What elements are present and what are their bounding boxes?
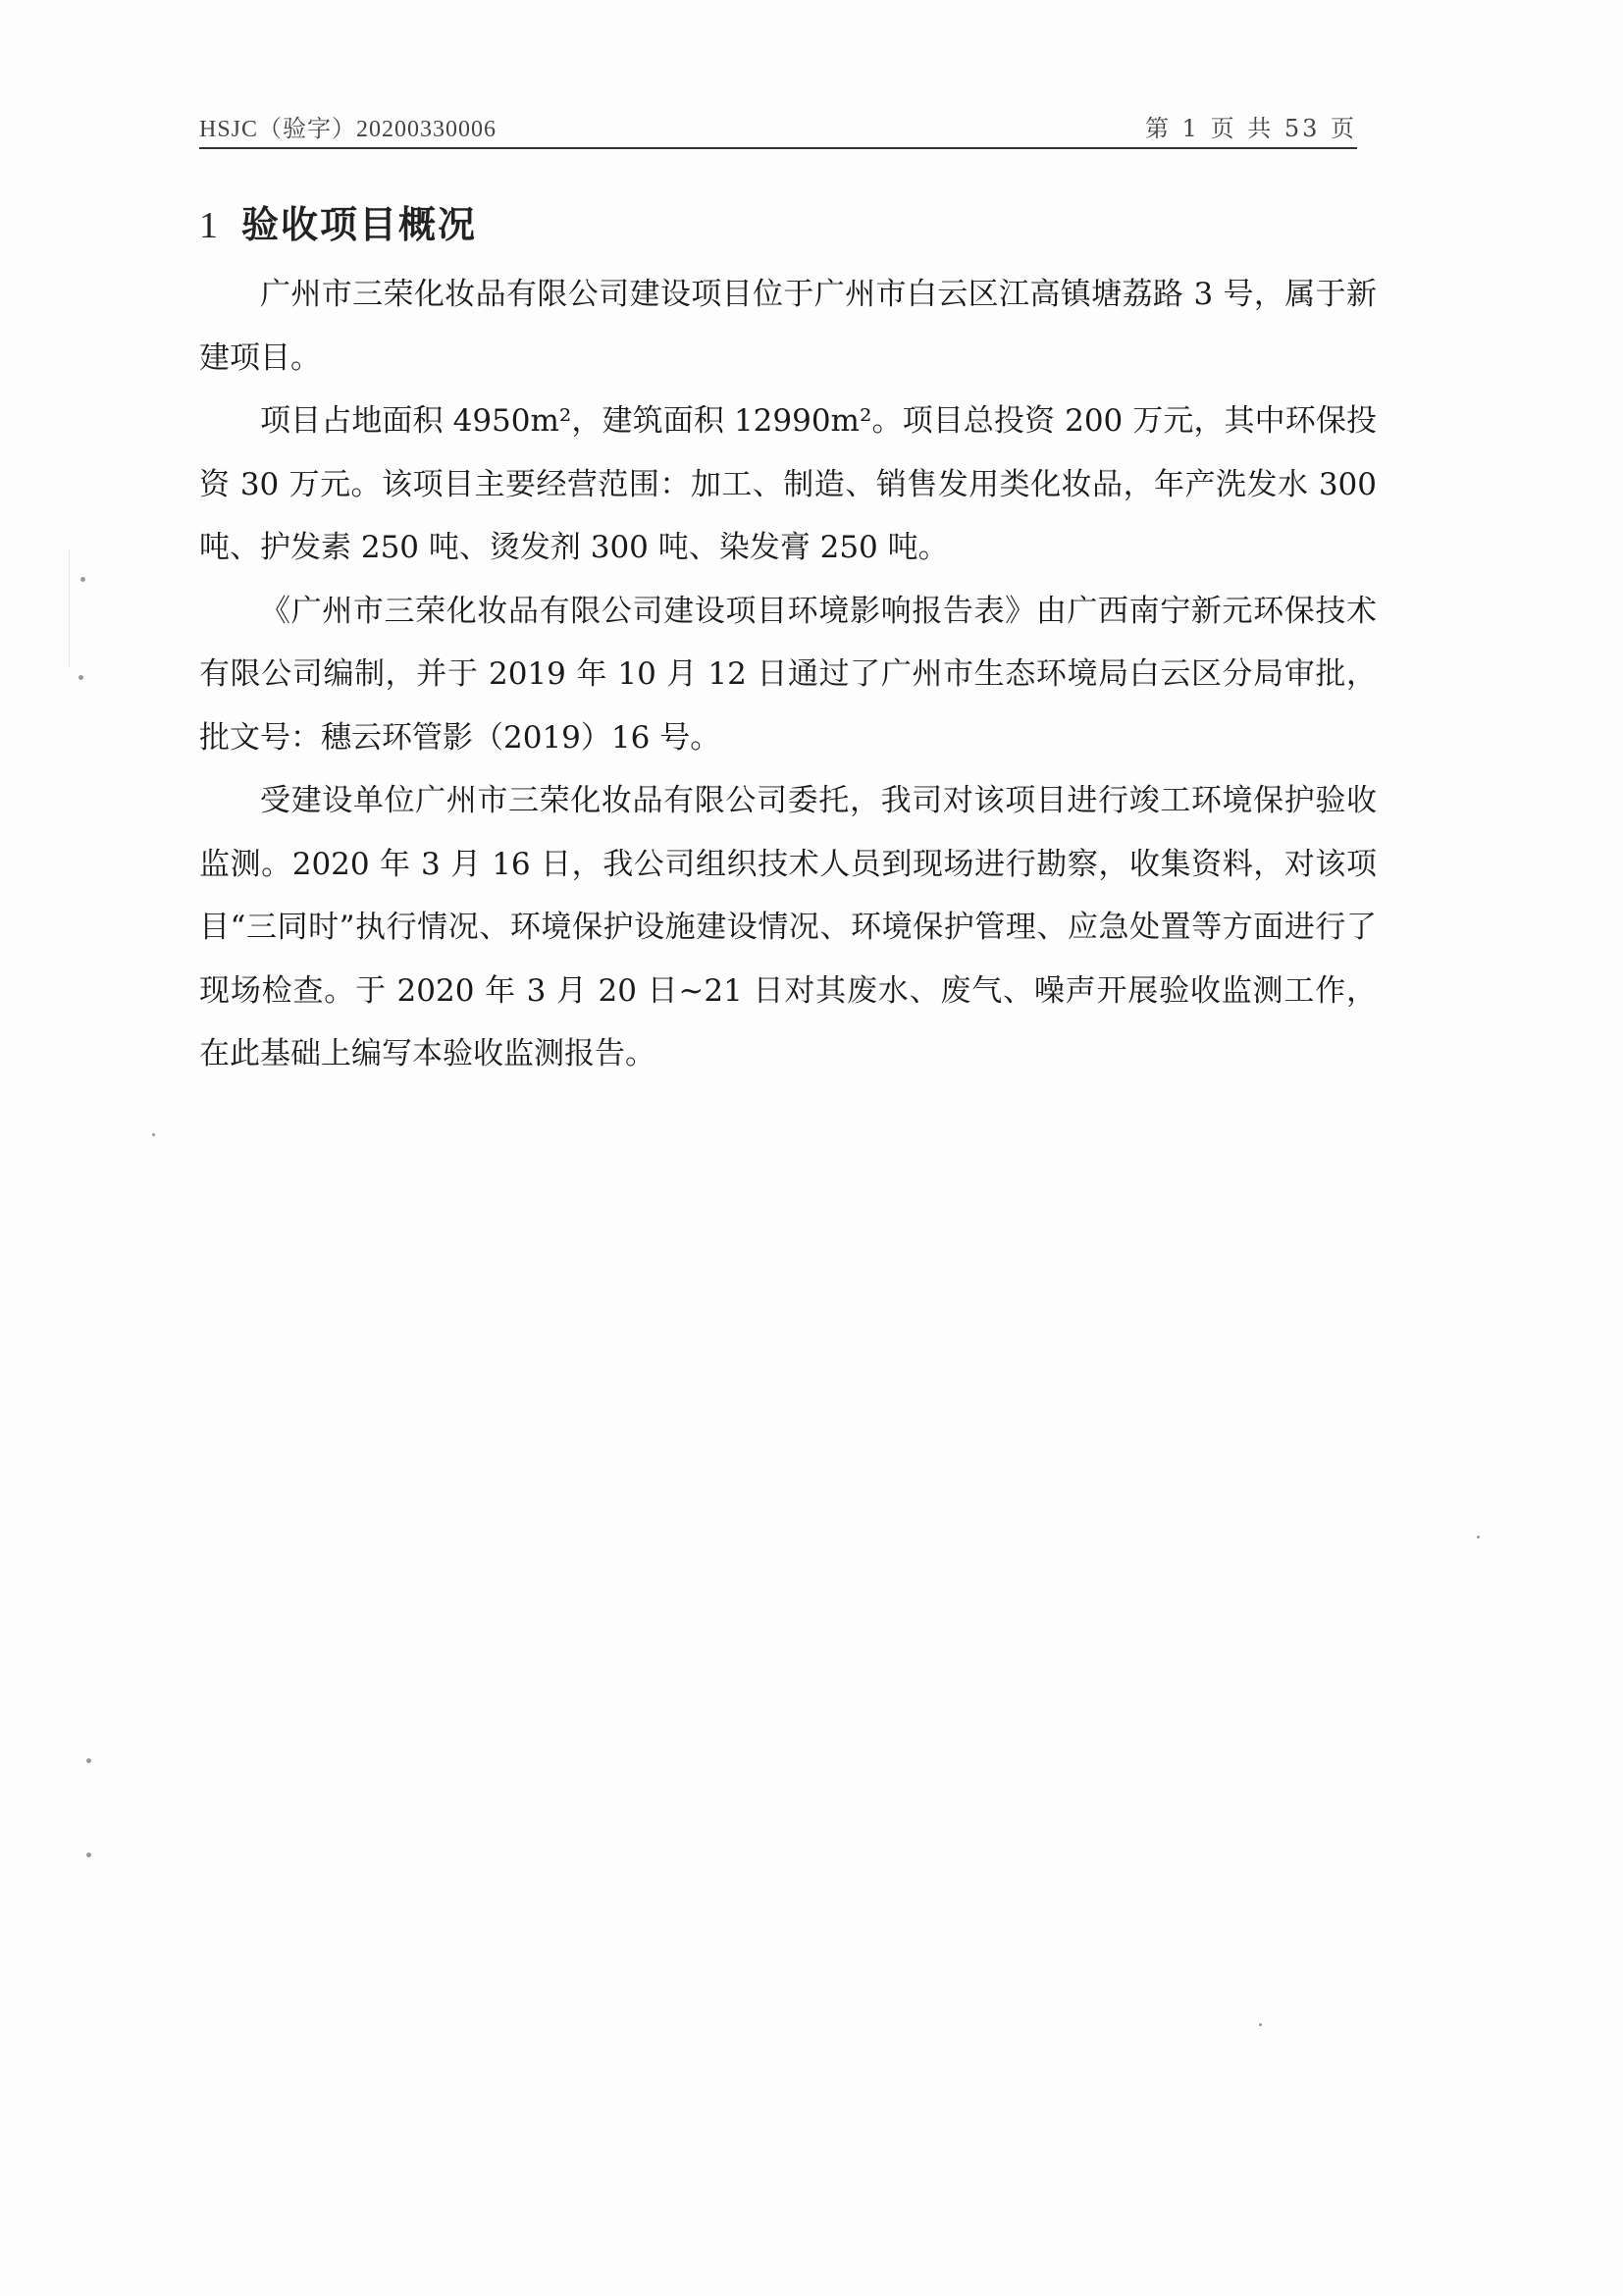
scan-speck xyxy=(86,1852,91,1857)
page-number: 第 1 页 共 53 页 xyxy=(1145,115,1357,142)
scan-speck xyxy=(86,1758,91,1763)
section-heading xyxy=(199,194,477,248)
scan-speck xyxy=(80,577,85,582)
body-text xyxy=(199,263,1377,1086)
paragraph: 项目占地面积 4950m²，建筑面积 12990m²。项目总投资 200 万元，其中环保投资 30 万元。该项目主要经营范围：加工、制造、销售发用类化妆品，年产洗发水 300 吨、护发素 250 吨、烫发剂 300 吨、染发膏 250 吨。 xyxy=(199,403,1377,565)
section-number: 1 xyxy=(199,205,220,246)
page-header xyxy=(199,110,1357,149)
scan-speck xyxy=(152,1133,155,1136)
scan-edge-artifact xyxy=(69,549,70,667)
scan-speck xyxy=(1259,2023,1262,2026)
paragraph: 《广州市三荣化妆品有限公司建设项目环境影响报告表》由广西南宁新元环保技术有限公司编制，并于 2019 年 10 月 12 日通过了广州市生态环境局白云区分局审批，批文号：穗云环管影（2019）16 号。 xyxy=(199,593,1377,756)
scan-speck xyxy=(79,675,83,680)
section-title: 验收项目概况 xyxy=(241,202,478,246)
scan-speck xyxy=(1477,1536,1480,1539)
paragraph: 受建设单位广州市三荣化妆品有限公司委托，我司对该项目进行竣工环境保护验收监测。2020 年 3 月 16 日，我公司组织技术人员到现场进行勘察，收集资料，对该项目“三同时”执行情况、环境保护设施建设情况、环境保护管理、应急处置等方面进行了现场检查。于 2020 年 3 月 20 日~21 日对其废水、废气、噪声开展验收监测工作，在此基础上编写本验收监测报告。 xyxy=(199,783,1377,1071)
document-id: HSJC（验字）20200330006 xyxy=(199,117,497,142)
paragraph: 广州市三荣化妆品有限公司建设项目位于广州市白云区江高镇塘荔路 3 号，属于新建项目。 xyxy=(199,277,1377,376)
